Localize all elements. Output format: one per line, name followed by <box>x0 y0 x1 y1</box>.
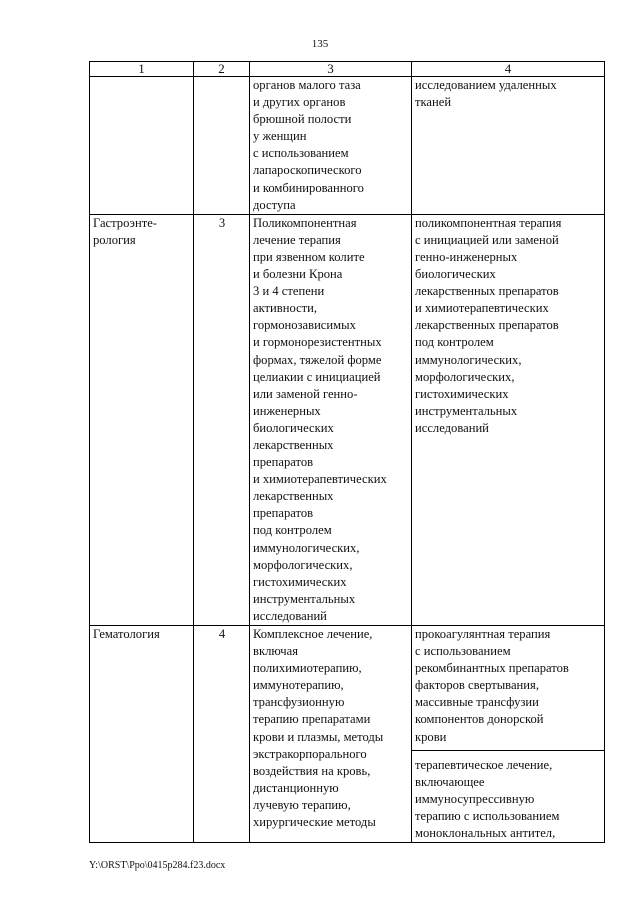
method-line: под контролем <box>415 335 494 350</box>
method-line: иммунологических, <box>415 352 522 367</box>
treatment-line: у женщин <box>253 129 307 144</box>
method-line: рекомбинантных препаратов <box>415 661 569 676</box>
profile-cell <box>90 214 194 625</box>
treatment-line: или заменой генно- <box>253 386 358 401</box>
method-line: компонентов донорской <box>415 712 544 727</box>
method-line: терапию с использованием <box>415 808 560 823</box>
method-line: генно-инженерных <box>415 249 518 264</box>
method-line: исследований <box>415 420 489 435</box>
treatment-line: лекарственных <box>253 437 334 452</box>
method-block <box>415 215 602 437</box>
method-line: лекарственных препаратов <box>415 284 559 299</box>
method-line: включающее <box>415 774 485 789</box>
treatment-line: формах, тяжелой форме <box>253 352 382 367</box>
method-block <box>415 77 602 111</box>
treatment-cell <box>250 77 412 215</box>
treatment-line: Комплексное лечение, <box>253 627 373 641</box>
treatment-cell <box>250 626 412 843</box>
treatment-line: биологических <box>253 420 334 435</box>
profile-line: Гематология <box>93 627 160 641</box>
table-header-row <box>90 62 605 77</box>
treatment-line: терапию препаратами <box>253 712 371 727</box>
header-cell: 2 <box>194 62 250 77</box>
method-cell <box>412 214 605 625</box>
treatment-line: под контролем <box>253 523 332 538</box>
treatment-line: лечение терапия <box>253 232 341 247</box>
method-line: биологических <box>415 267 496 282</box>
profile-line: Гастроэнте- <box>93 215 157 230</box>
services-table <box>89 61 605 843</box>
method-line: исследованием удаленных <box>415 78 557 92</box>
treatment-line: инструментальных <box>253 591 356 606</box>
group-number-cell <box>194 77 250 215</box>
treatment-line: экстракорпорального <box>253 746 367 761</box>
table-row <box>90 214 605 625</box>
method-block <box>412 750 604 842</box>
treatment-line: препаратов <box>253 455 314 470</box>
profile-line: рология <box>93 232 136 247</box>
treatment-line: и гормонорезистентных <box>253 335 382 350</box>
treatment-line: и болезни Крона <box>253 267 343 282</box>
treatment-line: морфологических, <box>253 557 353 572</box>
treatment-line: при язвенном колите <box>253 249 365 264</box>
treatment-line: с использованием <box>253 146 349 161</box>
method-block <box>415 626 602 746</box>
treatment-line: и химиотерапевтических <box>253 472 387 487</box>
treatment-line: иммунологических, <box>253 540 360 555</box>
method-line: с инициацией или заменой <box>415 232 559 247</box>
method-line: крови <box>415 729 447 744</box>
treatment-line: лекарственных <box>253 489 334 504</box>
method-cell <box>412 77 605 215</box>
treatment-line: полихимиотерапию, <box>253 661 362 676</box>
treatment-line: лапароскопического <box>253 163 362 178</box>
header-cell: 4 <box>412 62 605 77</box>
treatment-line: инженерных <box>253 403 321 418</box>
method-line: и химиотерапевтических <box>415 301 549 316</box>
treatment-cell <box>250 214 412 625</box>
method-line: терапевтическое лечение, <box>415 757 553 772</box>
file-path-footer: Y:\ORST\Ppo\0415p284.f23.docx <box>89 860 226 871</box>
table-row <box>90 626 605 843</box>
treatment-line: крови и плазмы, методы <box>253 729 384 744</box>
profile-cell <box>90 626 194 843</box>
treatment-line: хирургические методы <box>253 815 376 830</box>
treatment-line: трансфузионную <box>253 695 345 710</box>
treatment-line: включая <box>253 644 298 659</box>
treatment-line: и комбинированного <box>253 180 364 195</box>
treatment-line: препаратов <box>253 506 314 521</box>
method-cell <box>412 626 605 843</box>
group-number-cell: 3 <box>194 214 250 625</box>
header-cell: 1 <box>90 62 194 77</box>
treatment-line: исследований <box>253 608 327 623</box>
treatment-line: и других органов <box>253 95 346 110</box>
method-line: инструментальных <box>415 403 518 418</box>
treatment-line: дистанционную <box>253 780 339 795</box>
header-cell: 3 <box>250 62 412 77</box>
treatment-line: органов малого таза <box>253 78 361 92</box>
method-line: поликомпонентная терапия <box>415 215 562 230</box>
page-number: 135 <box>311 38 329 50</box>
treatment-line: активности, <box>253 301 318 316</box>
table-row <box>90 77 605 215</box>
treatment-line: лучевую терапию, <box>253 797 351 812</box>
method-line: моноклональных антител, <box>415 826 556 841</box>
method-line: факторов свертывания, <box>415 678 539 693</box>
method-line: морфологических, <box>415 369 515 384</box>
method-line: гистохимических <box>415 386 509 401</box>
method-line: массивные трансфузии <box>415 695 539 710</box>
treatment-line: воздействия на кровь, <box>253 763 371 778</box>
method-line: иммуносупрессивную <box>415 791 535 806</box>
treatment-line: доступа <box>253 197 296 212</box>
treatment-line: гистохимических <box>253 574 347 589</box>
treatment-line: целиакии с инициацией <box>253 369 381 384</box>
profile-cell <box>90 77 194 215</box>
method-line: лекарственных препаратов <box>415 318 559 333</box>
treatment-line: брюшной полости <box>253 112 352 127</box>
treatment-line: 3 и 4 степени <box>253 284 325 299</box>
method-line: прокоагулянтная терапия <box>415 627 551 641</box>
treatment-line: гормонозависимых <box>253 318 356 333</box>
method-line: тканей <box>415 95 452 110</box>
treatment-line: иммунотерапию, <box>253 678 344 693</box>
treatment-line: Поликомпонентная <box>253 215 357 230</box>
method-line: с использованием <box>415 644 511 659</box>
group-number-cell: 4 <box>194 626 250 843</box>
